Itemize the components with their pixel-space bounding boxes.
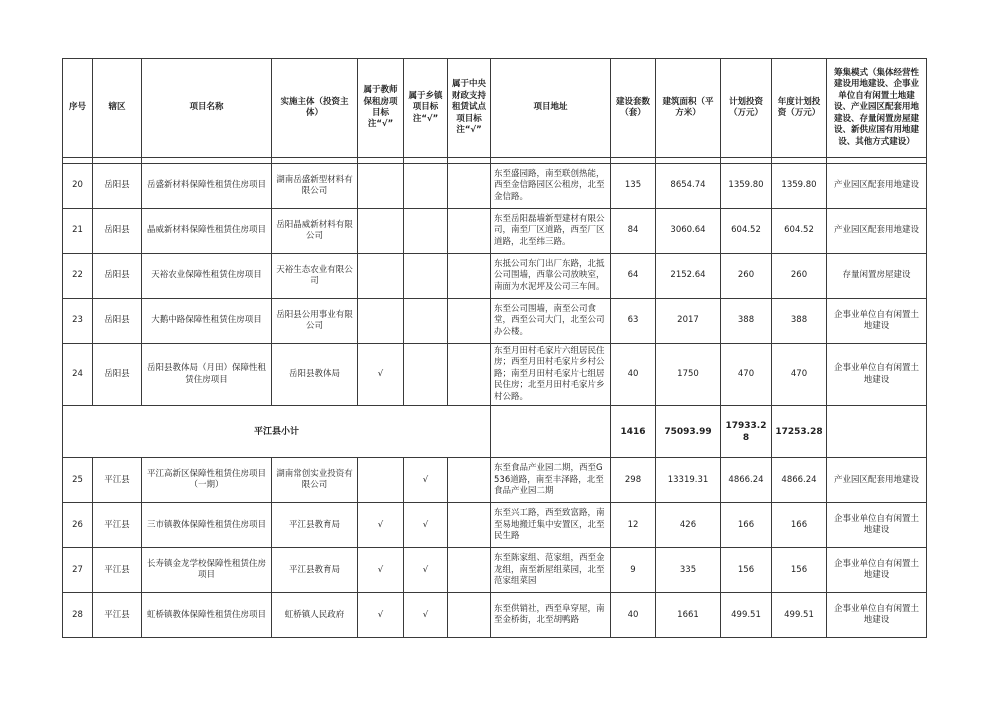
cell-teacher-mark (358, 209, 404, 254)
cell-no: 20 (63, 164, 93, 209)
cell-district: 平江县 (93, 593, 142, 638)
cell-town-mark (404, 209, 448, 254)
cell-name: 长寿镇金龙学校保障性租赁住房项目 (142, 548, 272, 593)
cell-plan: 4866.24 (721, 458, 772, 503)
cell-teacher-mark: √ (358, 344, 404, 406)
cell-teacher-mark (358, 254, 404, 299)
cell-no: 21 (63, 209, 93, 254)
col-header-teacher: 属于教师保租房项目标注“√” (358, 59, 404, 158)
cell-district: 平江县 (93, 503, 142, 548)
housing-project-table (62, 58, 927, 638)
cell-address: 东至兴工路，西至致富路，南至易地搬迁集中安置区，北至民生路 (491, 503, 611, 548)
table-row (63, 458, 927, 503)
cell-central-mark (448, 458, 491, 503)
cell-area: 13319.31 (656, 458, 721, 503)
cell-plan: 166 (721, 503, 772, 548)
cell-annual: 499.51 (772, 593, 827, 638)
col-header-no: 序号 (63, 59, 93, 158)
cell-town-mark (404, 344, 448, 406)
cell-no: 24 (63, 344, 93, 406)
table-row (63, 593, 927, 638)
cell-name: 天裕农业保障性租赁住房项目 (142, 254, 272, 299)
cell-central-mark (448, 254, 491, 299)
col-header-area: 建筑面积（平方米） (656, 59, 721, 158)
col-header-annual: 年度计划投资（万元） (772, 59, 827, 158)
cell-mode: 产业园区配套用地建设 (827, 164, 927, 209)
cell-address: 东至供销社，西至阜穿屋，南至金桥街，北至胡鸭路 (491, 593, 611, 638)
col-header-address: 项目地址 (491, 59, 611, 158)
cell-town-mark (404, 254, 448, 299)
cell-entity: 虹桥镇人民政府 (272, 593, 358, 638)
cell-annual: 156 (772, 548, 827, 593)
subtotal-plan: 17933.28 (721, 406, 772, 458)
cell-annual: 388 (772, 299, 827, 344)
table-row (63, 548, 927, 593)
cell-name: 岳盛新材料保障性租赁住房项目 (142, 164, 272, 209)
subtotal-units: 1416 (611, 406, 656, 458)
cell-central-mark (448, 299, 491, 344)
table-row (63, 299, 927, 344)
cell-mode: 企事业单位自有闲置土地建设 (827, 503, 927, 548)
cell-entity: 岳阳晶威新材料有限公司 (272, 209, 358, 254)
cell-mode: 企事业单位自有闲置土地建设 (827, 344, 927, 406)
cell-address: 东至食品产业园二期，西至G536道路，南至丰泽路，北至食品产业园二期 (491, 458, 611, 503)
cell-district: 平江县 (93, 458, 142, 503)
cell-teacher-mark (358, 458, 404, 503)
cell-area: 2152.64 (656, 254, 721, 299)
cell-teacher-mark (358, 299, 404, 344)
cell-district: 岳阳县 (93, 254, 142, 299)
cell-teacher-mark: √ (358, 593, 404, 638)
subtotal-area: 75093.99 (656, 406, 721, 458)
table-row (63, 164, 927, 209)
cell-units: 135 (611, 164, 656, 209)
cell-area: 1750 (656, 344, 721, 406)
cell-plan: 156 (721, 548, 772, 593)
cell-units: 84 (611, 209, 656, 254)
cell-name: 岳阳县教体局（月田）保障性租赁住房项目 (142, 344, 272, 406)
cell-entity: 天裕生态农业有限公司 (272, 254, 358, 299)
col-header-mode: 筹集模式（集体经营性建设用地建设、企事业单位自有闲置土地建设、产业园区配套用地建设、存量闲置房屋建设、新供应国有用地建设、其他方式建设） (827, 59, 927, 158)
cell-units: 40 (611, 344, 656, 406)
cell-district: 岳阳县 (93, 209, 142, 254)
cell-address: 东至月田村毛家片六组居民住房；西至月田村毛家片乡村公路；南至月田村毛家片七组居民住房；北至月田村毛家片乡村公路。 (491, 344, 611, 406)
cell-address: 东抵公司东门出厂东路，北抵公司围墙，西靠公司放映室，南面为水泥坪及公司三车间。 (491, 254, 611, 299)
cell-central-mark (448, 209, 491, 254)
cell-entity: 平江县教育局 (272, 548, 358, 593)
col-header-plan: 计划投资（万元） (721, 59, 772, 158)
cell-annual: 1359.80 (772, 164, 827, 209)
table-body-subtotal (63, 406, 927, 458)
cell-central-mark (448, 548, 491, 593)
cell-no: 23 (63, 299, 93, 344)
cell-plan: 1359.80 (721, 164, 772, 209)
cell-district: 岳阳县 (93, 344, 142, 406)
cell-town-mark (404, 299, 448, 344)
subtotal-label: 平江县小计 (63, 406, 491, 458)
table-row (63, 209, 927, 254)
cell-no: 27 (63, 548, 93, 593)
cell-town-mark (404, 164, 448, 209)
header-row (63, 59, 927, 158)
cell-units: 64 (611, 254, 656, 299)
cell-units: 63 (611, 299, 656, 344)
cell-area: 426 (656, 503, 721, 548)
cell-plan: 388 (721, 299, 772, 344)
cell-mode: 产业园区配套用地建设 (827, 458, 927, 503)
cell-area: 3060.64 (656, 209, 721, 254)
cell-address: 东至陈家组、范家组，西至金龙组，南至新屋组菜园，北至范家组菜园 (491, 548, 611, 593)
cell-address: 东至岳阳磊墙新型建材有限公司，南至厂区道路，西至厂区道路，北至纬三路。 (491, 209, 611, 254)
cell-town-mark: √ (404, 548, 448, 593)
cell-annual: 470 (772, 344, 827, 406)
cell-plan: 260 (721, 254, 772, 299)
cell-central-mark (448, 593, 491, 638)
cell-area: 2017 (656, 299, 721, 344)
table-row (63, 503, 927, 548)
cell-annual: 166 (772, 503, 827, 548)
subtotal-annual: 17253.28 (772, 406, 827, 458)
cell-area: 335 (656, 548, 721, 593)
cell-town-mark: √ (404, 458, 448, 503)
cell-entity: 湖南常创实业投资有限公司 (272, 458, 358, 503)
cell-units: 12 (611, 503, 656, 548)
cell-town-mark: √ (404, 593, 448, 638)
cell-name: 虹桥镇教体保障性租赁住房项目 (142, 593, 272, 638)
cell-district: 平江县 (93, 548, 142, 593)
cell-mode: 企事业单位自有闲置土地建设 (827, 299, 927, 344)
cell-no: 26 (63, 503, 93, 548)
cell-area: 1661 (656, 593, 721, 638)
cell-mode: 产业园区配套用地建设 (827, 209, 927, 254)
subtotal-mode (827, 406, 927, 458)
table-body-pingjiang (63, 458, 927, 638)
cell-entity: 湖南岳盛新型材料有限公司 (272, 164, 358, 209)
cell-name: 平江高新区保障性租赁住房项目（一期） (142, 458, 272, 503)
col-header-central: 属于中央财政支持租赁试点项目标注“√” (448, 59, 491, 158)
col-header-name: 项目名称 (142, 59, 272, 158)
cell-no: 25 (63, 458, 93, 503)
cell-central-mark (448, 344, 491, 406)
cell-address: 东至公司围墙，南至公司食堂，西至公司大门，北至公司办公楼。 (491, 299, 611, 344)
cell-plan: 604.52 (721, 209, 772, 254)
cell-mode: 存量闲置房屋建设 (827, 254, 927, 299)
cell-mode: 企事业单位自有闲置土地建设 (827, 593, 927, 638)
cell-central-mark (448, 503, 491, 548)
cell-name: 晶威新材料保障性租赁住房项目 (142, 209, 272, 254)
cell-annual: 260 (772, 254, 827, 299)
cell-entity: 岳阳县公用事业有限公司 (272, 299, 358, 344)
col-header-units: 建设套数（套） (611, 59, 656, 158)
cell-units: 9 (611, 548, 656, 593)
cell-name: 大鹅中路保障性租赁住房项目 (142, 299, 272, 344)
cell-district: 岳阳县 (93, 164, 142, 209)
cell-plan: 499.51 (721, 593, 772, 638)
cell-district: 岳阳县 (93, 299, 142, 344)
cell-teacher-mark: √ (358, 548, 404, 593)
cell-annual: 4866.24 (772, 458, 827, 503)
cell-area: 8654.74 (656, 164, 721, 209)
cell-teacher-mark (358, 164, 404, 209)
table-row (63, 254, 927, 299)
cell-no: 22 (63, 254, 93, 299)
cell-units: 40 (611, 593, 656, 638)
subtotal-address (491, 406, 611, 458)
cell-name: 三市镇教体保障性租赁住房项目 (142, 503, 272, 548)
cell-entity: 岳阳县教体局 (272, 344, 358, 406)
cell-central-mark (448, 164, 491, 209)
cell-units: 298 (611, 458, 656, 503)
table-body-yueyang (63, 164, 927, 406)
cell-annual: 604.52 (772, 209, 827, 254)
cell-mode: 企事业单位自有闲置土地建设 (827, 548, 927, 593)
col-header-entity: 实施主体（投资主体） (272, 59, 358, 158)
cell-address: 东至盛园路，南至联创热能，西至金信路园区公租房，北至金信路。 (491, 164, 611, 209)
cell-town-mark: √ (404, 503, 448, 548)
subtotal-row (63, 406, 927, 458)
col-header-district: 辖区 (93, 59, 142, 158)
cell-no: 28 (63, 593, 93, 638)
table-row (63, 344, 927, 406)
cell-plan: 470 (721, 344, 772, 406)
cell-entity: 平江县教育局 (272, 503, 358, 548)
col-header-town: 属于乡镇项目标注“√” (404, 59, 448, 158)
cell-teacher-mark: √ (358, 503, 404, 548)
